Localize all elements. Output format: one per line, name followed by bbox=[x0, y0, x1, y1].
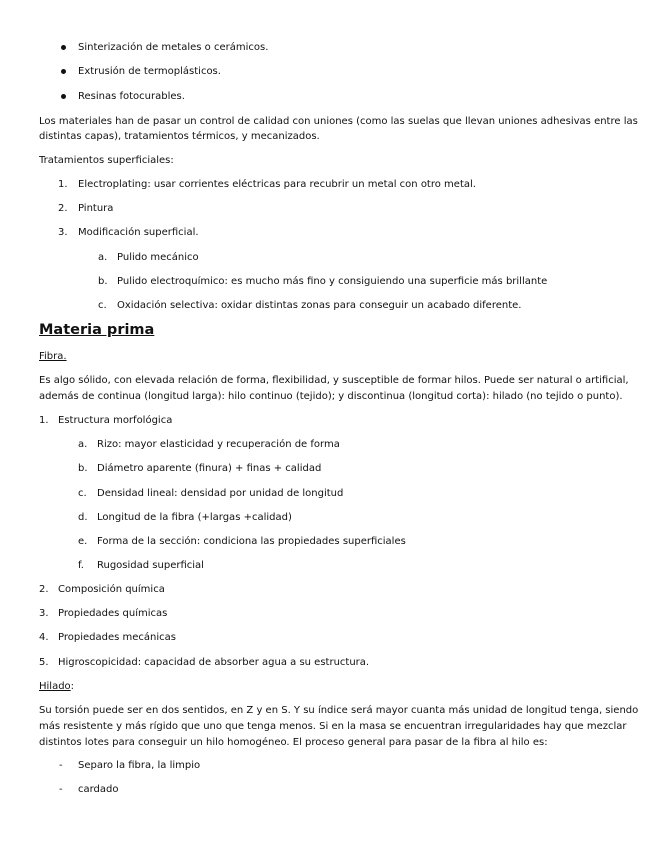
list-marker: 4. bbox=[39, 632, 49, 643]
list-marker: a. bbox=[78, 439, 88, 450]
list-item: Rizo: mayor elasticidad y recuperación de forma bbox=[97, 439, 340, 450]
list-item: Electroplating: usar corrientes eléctricas para recubrir un metal con otro metal. bbox=[78, 179, 476, 190]
list-item: Higroscopicidad: capacidad de absorber agua a su estructura. bbox=[58, 657, 370, 668]
list-marker: c. bbox=[98, 300, 107, 311]
list-item: Rugosidad superficial bbox=[97, 560, 204, 571]
list-item: Diámetro aparente (finura) + finas + calidad bbox=[97, 463, 322, 474]
list-marker: 2. bbox=[58, 203, 68, 214]
list-item: Oxidación selectiva: oxidar distintas zonas para conseguir un acabado diferente. bbox=[117, 300, 522, 311]
paragraph-line: además de continua (longitud larga): hilo continuo (tejido); y discontinua (longitud corta): hilado (no tejido o punto). bbox=[39, 391, 623, 402]
list-item: Composición química bbox=[58, 584, 165, 595]
list-marker: b. bbox=[98, 276, 108, 287]
list-marker: 5. bbox=[39, 657, 49, 668]
list-marker: - bbox=[59, 784, 63, 795]
section-label: Tratamientos superficiales: bbox=[39, 155, 174, 166]
list-item: Propiedades químicas bbox=[58, 608, 168, 619]
list-item: Propiedades mecánicas bbox=[58, 632, 176, 643]
list-marker: d. bbox=[78, 512, 88, 523]
list-marker: 3. bbox=[39, 608, 49, 619]
list-marker: b. bbox=[78, 463, 88, 474]
list-item: Longitud de la fibra (+largas +calidad) bbox=[97, 512, 292, 523]
list-marker: - bbox=[59, 760, 63, 771]
list-item: Modificación superficial. bbox=[78, 227, 199, 238]
subsection-title bbox=[39, 680, 74, 694]
paragraph-line: distintos lotes para conseguir un hilo homogéneo. El proceso general para pasar de la fibra al hilo es: bbox=[39, 737, 548, 748]
list-item: Resinas fotocurables. bbox=[78, 91, 185, 102]
list-marker: 3. bbox=[58, 227, 68, 238]
paragraph-line: Los materiales han de pasar un control de calidad con uniones (como las suelas que llevan uniones adhesivas entre las bbox=[39, 116, 638, 127]
paragraph-line: Su torsión puede ser en dos sentidos, en Z y en S. Y su índice será mayor cuanta más unidad de longitud tenga, siendo bbox=[39, 705, 639, 716]
paragraph-line: distintas capas), tratamientos térmicos, y mecanizados. bbox=[39, 131, 320, 142]
hilado-title: Hilado bbox=[39, 681, 71, 692]
list-item: Estructura morfológica bbox=[58, 415, 173, 426]
list-item: Pintura bbox=[78, 203, 114, 214]
list-item: Forma de la sección: condiciona las propiedades superficiales bbox=[97, 536, 406, 547]
list-marker: a. bbox=[98, 252, 108, 263]
list-item: cardado bbox=[78, 784, 119, 795]
list-marker: 1. bbox=[58, 179, 68, 190]
list-item: Sinterización de metales o cerámicos. bbox=[78, 42, 269, 53]
list-marker: 1. bbox=[39, 415, 49, 426]
list-marker: e. bbox=[78, 536, 88, 547]
list-marker: 2. bbox=[39, 584, 49, 595]
list-item: Densidad lineal: densidad por unidad de longitud bbox=[97, 488, 344, 499]
list-item: Pulido electroquímico: es mucho más fino y consiguiendo una superficie más brillante bbox=[117, 276, 548, 287]
paragraph-line: Es algo sólido, con elevada relación de forma, flexibilidad, y susceptible de formar hilos. Puede ser natural o artificial, bbox=[39, 375, 629, 386]
section-heading: Materia prima bbox=[39, 322, 155, 338]
paragraph-line: más resistente y más rígido que uno que tenga menos. Si en la masa se encuentran irregularidades hay que mezclar bbox=[39, 721, 627, 732]
hilado-colon: : bbox=[70, 681, 75, 692]
list-marker: c. bbox=[78, 488, 87, 499]
list-item: Pulido mecánico bbox=[117, 252, 199, 263]
subsection-title: Fibra. bbox=[39, 351, 67, 362]
list-item: Separo la fibra, la limpio bbox=[78, 760, 201, 771]
list-item: Extrusión de termoplásticos. bbox=[78, 66, 221, 77]
list-marker: f. bbox=[78, 560, 84, 571]
